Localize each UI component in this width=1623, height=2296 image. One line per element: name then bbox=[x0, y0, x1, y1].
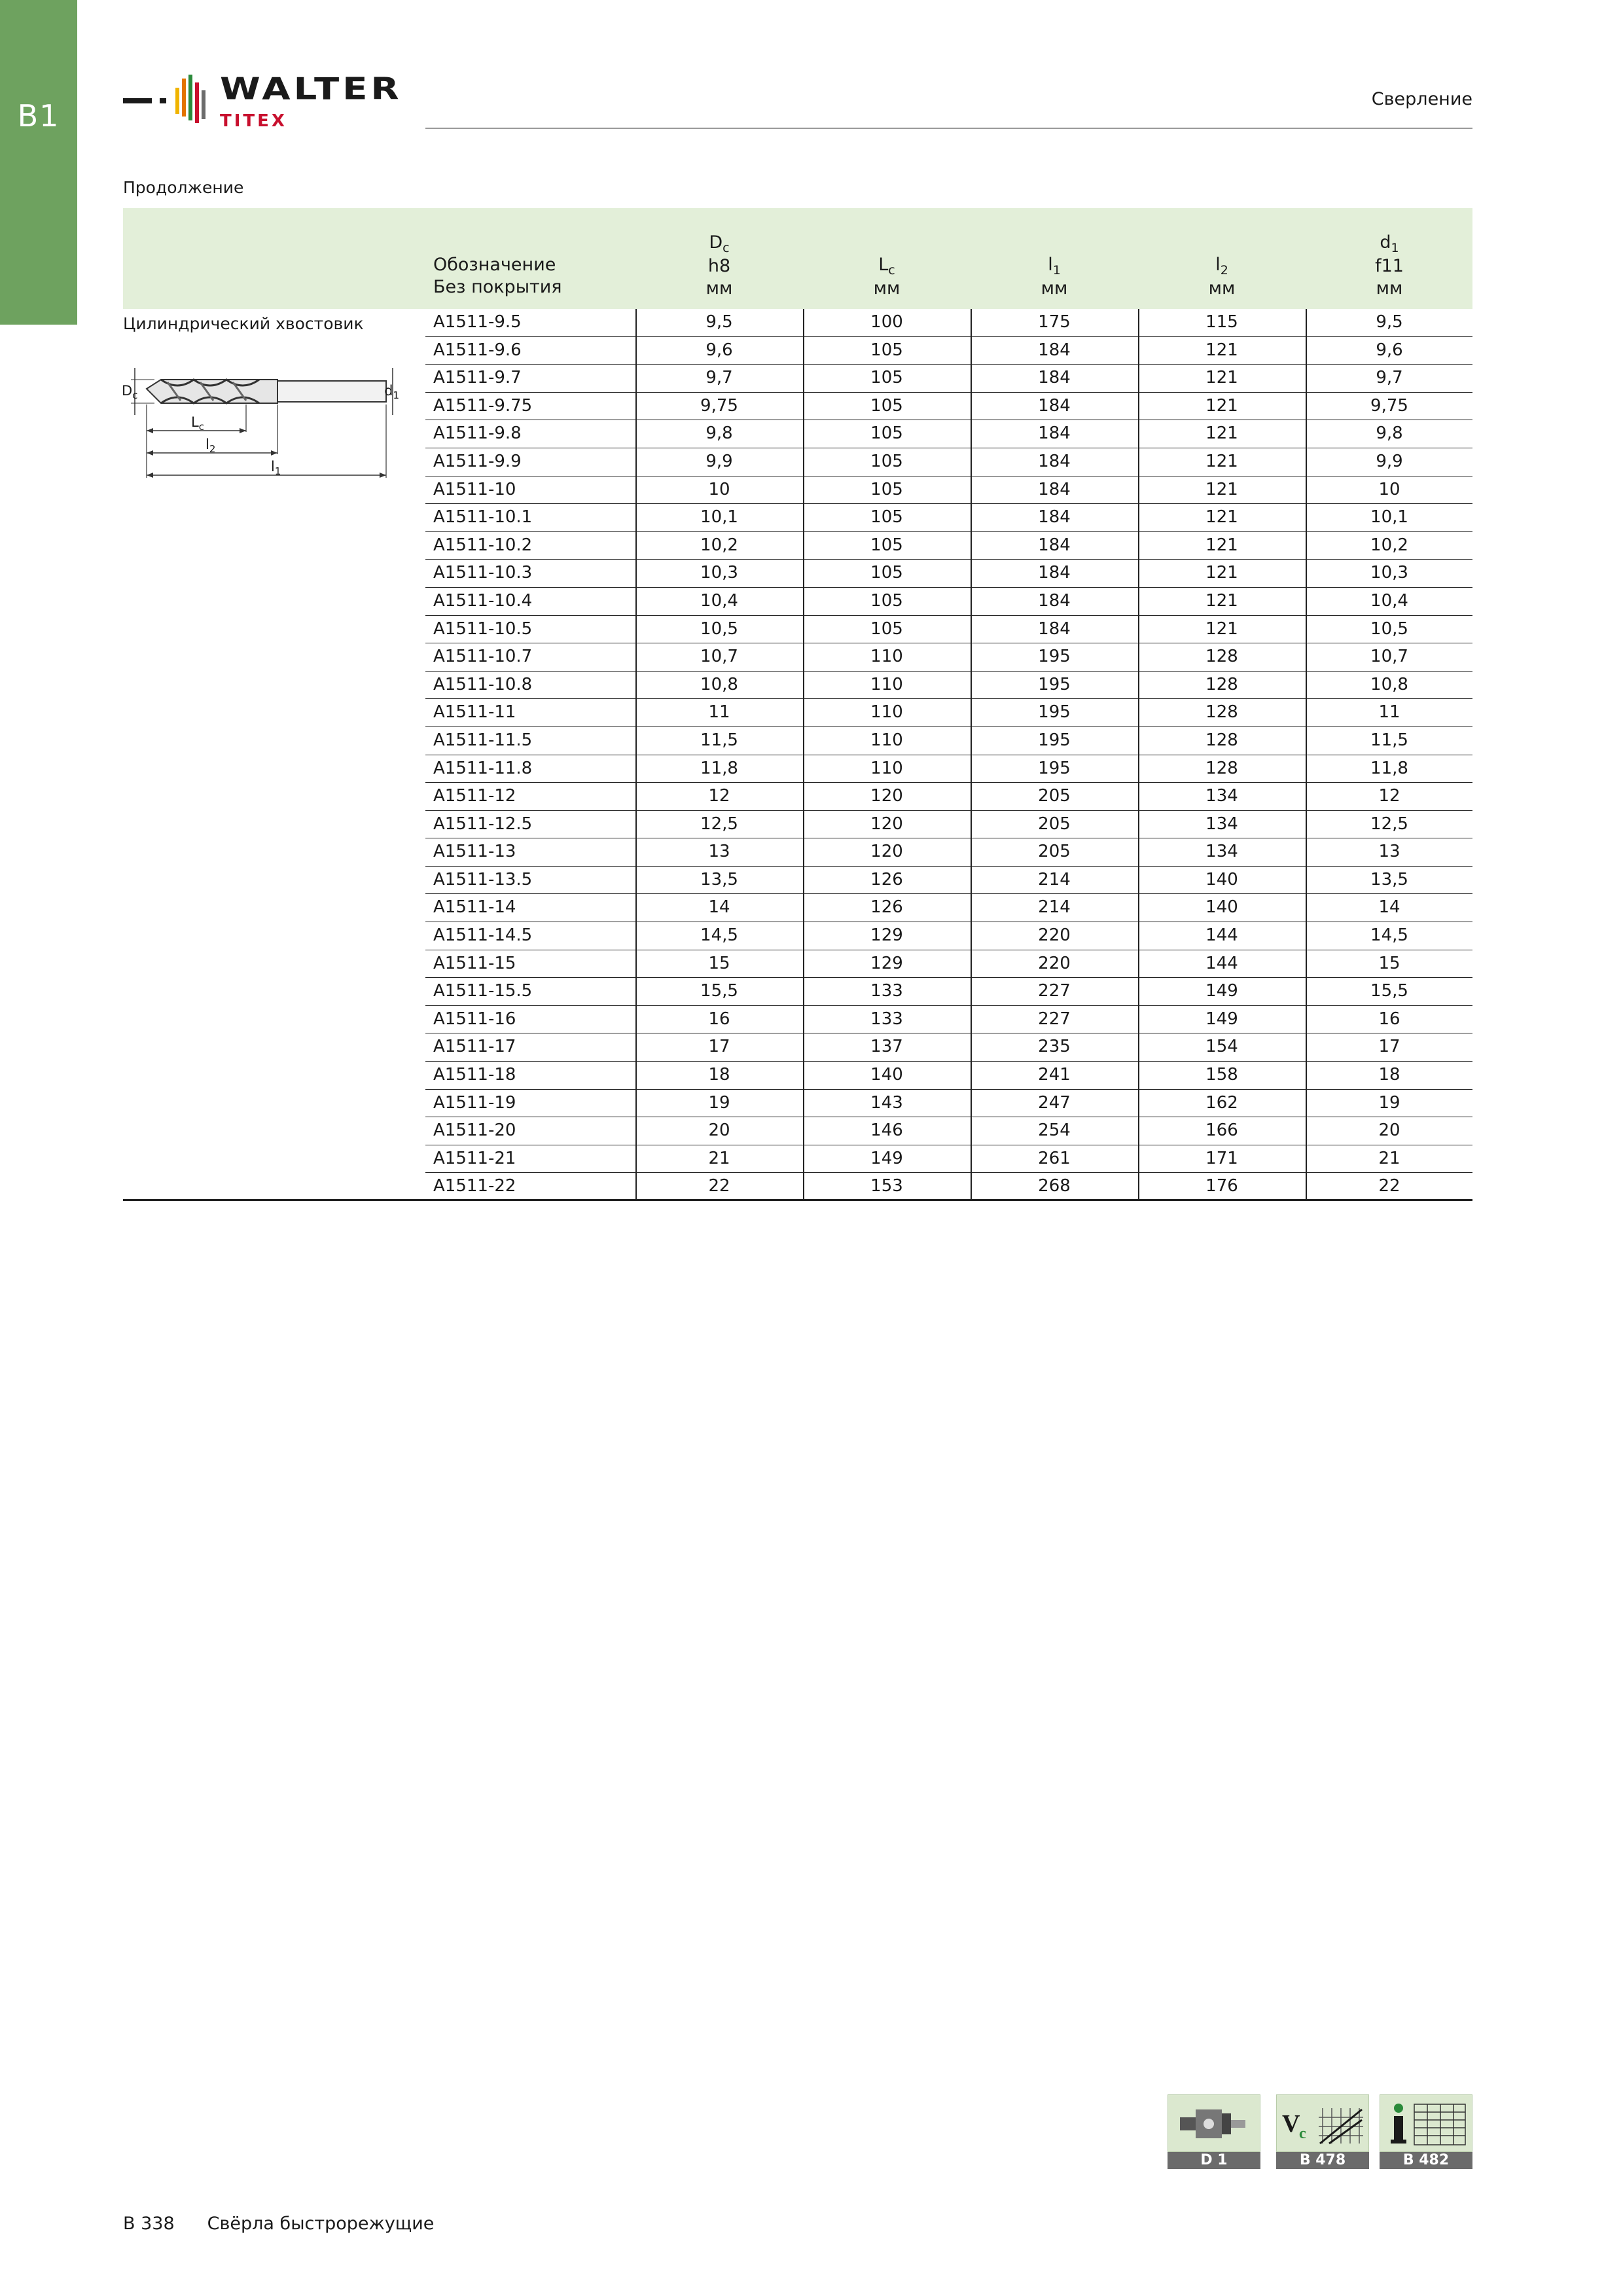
cell-l2: 171 bbox=[1205, 1148, 1238, 1168]
cell-d1: 11,8 bbox=[1370, 758, 1408, 778]
catalog-section: Свёрла быстрорежущие bbox=[207, 2214, 435, 2234]
column-divider bbox=[971, 309, 972, 1200]
cell-lc: 100 bbox=[870, 312, 903, 332]
cell-lc: 133 bbox=[870, 1009, 903, 1029]
cell-lc: 110 bbox=[870, 702, 903, 723]
cell-dc: 10,7 bbox=[700, 647, 738, 667]
cell-dc: 12 bbox=[708, 786, 730, 806]
cell-lc: 120 bbox=[870, 814, 903, 834]
cell-designation: A1511-20 bbox=[433, 1121, 516, 1141]
table-row bbox=[425, 643, 1472, 672]
table-row bbox=[425, 560, 1472, 588]
cell-l1: 195 bbox=[1038, 647, 1071, 667]
chapter-tab-label: B1 bbox=[17, 98, 60, 134]
cell-dc: 15 bbox=[708, 953, 730, 973]
cell-l1: 184 bbox=[1038, 479, 1071, 499]
cell-dc: 9,75 bbox=[700, 395, 738, 416]
cell-d1: 10 bbox=[1378, 479, 1400, 499]
table-row bbox=[425, 337, 1472, 365]
cell-l1: 184 bbox=[1038, 619, 1071, 639]
table-row bbox=[425, 811, 1472, 839]
cell-designation: A1511-12.5 bbox=[433, 814, 533, 834]
cell-lc: 105 bbox=[870, 507, 903, 528]
cell-d1: 10,7 bbox=[1370, 647, 1408, 667]
cell-designation: A1511-16 bbox=[433, 1009, 516, 1029]
table-row bbox=[425, 783, 1472, 811]
col-head-l1: $l_1$ мм bbox=[1041, 255, 1068, 298]
col-head-d1: $d_1$ f11 мм bbox=[1375, 232, 1404, 298]
cell-l1: 247 bbox=[1038, 1092, 1071, 1113]
cell-l1: 235 bbox=[1038, 1037, 1071, 1057]
table-row bbox=[425, 309, 1472, 337]
page-number: B 338 bbox=[123, 2214, 175, 2234]
cell-lc: 105 bbox=[870, 340, 903, 360]
cell-lc: 105 bbox=[870, 451, 903, 471]
ref-d1-button[interactable]: D 1 bbox=[1168, 2094, 1260, 2169]
cell-d1: 10,3 bbox=[1370, 563, 1408, 583]
cell-dc: 13 bbox=[708, 842, 730, 862]
cell-l2: 121 bbox=[1205, 590, 1238, 611]
cell-designation: A1511-9.6 bbox=[433, 340, 522, 360]
cell-designation: A1511-22 bbox=[433, 1176, 516, 1196]
cell-l2: 149 bbox=[1205, 1009, 1238, 1029]
dim-l1-label: $l_1$ bbox=[271, 459, 281, 477]
cell-lc: 105 bbox=[870, 619, 903, 639]
cell-l2: 121 bbox=[1205, 619, 1238, 639]
cell-designation: A1511-14 bbox=[433, 897, 516, 918]
cell-dc: 12,5 bbox=[700, 814, 738, 834]
column-divider bbox=[803, 309, 804, 1200]
cell-lc: 129 bbox=[870, 925, 903, 946]
cell-designation: A1511-11.5 bbox=[433, 730, 533, 750]
table-row bbox=[425, 1173, 1472, 1201]
cell-dc: 9,9 bbox=[705, 451, 733, 471]
table-row bbox=[425, 420, 1472, 448]
cell-d1: 9,75 bbox=[1370, 395, 1408, 416]
svg-text:c: c bbox=[1299, 2125, 1306, 2142]
cell-l2: 154 bbox=[1205, 1037, 1238, 1057]
cell-designation: A1511-13.5 bbox=[433, 869, 533, 889]
cell-designation: A1511-17 bbox=[433, 1037, 516, 1057]
cell-designation: A1511-9.75 bbox=[433, 395, 533, 416]
table-row bbox=[425, 1006, 1472, 1034]
col-head-designation: Обозначение Без покрытия bbox=[433, 255, 562, 297]
cell-l1: 220 bbox=[1038, 953, 1071, 973]
cell-lc: 105 bbox=[870, 479, 903, 499]
cell-d1: 21 bbox=[1378, 1148, 1400, 1168]
cell-d1: 14 bbox=[1378, 897, 1400, 918]
cell-lc: 110 bbox=[870, 758, 903, 778]
cell-designation: A1511-11.8 bbox=[433, 758, 533, 778]
cell-l1: 195 bbox=[1038, 758, 1071, 778]
cell-d1: 10,5 bbox=[1370, 619, 1408, 639]
cell-l2: 121 bbox=[1205, 395, 1238, 416]
cell-l1: 195 bbox=[1038, 674, 1071, 694]
cell-l1: 195 bbox=[1038, 730, 1071, 750]
cell-designation: A1511-19 bbox=[433, 1092, 516, 1113]
cell-designation: A1511-10.8 bbox=[433, 674, 533, 694]
cell-dc: 17 bbox=[708, 1037, 730, 1057]
cell-lc: 140 bbox=[870, 1065, 903, 1085]
info-table-icon bbox=[1380, 2094, 1472, 2152]
cell-designation: A1511-14.5 bbox=[433, 925, 533, 946]
table-bottom-rule bbox=[123, 1199, 1472, 1201]
cell-dc: 10,2 bbox=[700, 535, 738, 555]
cell-dc: 9,7 bbox=[705, 368, 733, 388]
cell-d1: 10,4 bbox=[1370, 590, 1408, 611]
table-row bbox=[425, 588, 1472, 616]
ref-b482-button[interactable]: B 482 bbox=[1380, 2094, 1472, 2169]
cell-dc: 15,5 bbox=[700, 981, 738, 1001]
cell-lc: 105 bbox=[870, 590, 903, 611]
table-row bbox=[425, 1062, 1472, 1090]
cell-designation: A1511-10 bbox=[433, 479, 516, 499]
cell-lc: 105 bbox=[870, 535, 903, 555]
cell-d1: 13,5 bbox=[1370, 869, 1408, 889]
table-row bbox=[425, 978, 1472, 1006]
cell-dc: 16 bbox=[708, 1009, 730, 1029]
column-divider bbox=[1306, 309, 1307, 1200]
cell-lc: 146 bbox=[870, 1121, 903, 1141]
cell-l1: 214 bbox=[1038, 897, 1071, 918]
col-head-lc: $L_c$ мм bbox=[873, 255, 901, 298]
table-row bbox=[425, 867, 1472, 895]
cell-l1: 195 bbox=[1038, 702, 1071, 723]
cell-l2: 144 bbox=[1205, 925, 1238, 946]
cell-dc: 21 bbox=[708, 1148, 730, 1168]
cutting-speed-icon bbox=[1276, 2094, 1369, 2152]
cell-dc: 18 bbox=[708, 1065, 730, 1085]
cell-lc: 110 bbox=[870, 674, 903, 694]
cell-d1: 11,5 bbox=[1370, 730, 1408, 750]
cell-l1: 175 bbox=[1038, 312, 1071, 332]
dim-lc-label: $L_c$ bbox=[191, 414, 204, 433]
table-row bbox=[425, 365, 1472, 393]
cell-l2: 128 bbox=[1205, 702, 1238, 723]
cell-d1: 14,5 bbox=[1370, 925, 1408, 946]
cell-l2: 128 bbox=[1205, 758, 1238, 778]
cell-dc: 9,6 bbox=[705, 340, 733, 360]
table-row bbox=[425, 755, 1472, 783]
cell-l2: 128 bbox=[1205, 730, 1238, 750]
col-head-dc: $D_c$ h8 мм bbox=[705, 232, 733, 298]
cell-designation: A1511-10.7 bbox=[433, 647, 533, 667]
cell-l2: 121 bbox=[1205, 507, 1238, 528]
table-row bbox=[425, 699, 1472, 727]
cell-l2: 121 bbox=[1205, 451, 1238, 471]
table-row bbox=[425, 838, 1472, 867]
logo-brand: WALTER bbox=[220, 71, 402, 107]
cell-l1: 227 bbox=[1038, 981, 1071, 1001]
cell-designation: A1511-10.2 bbox=[433, 535, 533, 555]
cell-d1: 12,5 bbox=[1370, 814, 1408, 834]
cell-l2: 158 bbox=[1205, 1065, 1238, 1085]
table-row bbox=[425, 727, 1472, 755]
cell-l1: 184 bbox=[1038, 590, 1071, 611]
cell-l1: 205 bbox=[1038, 842, 1071, 862]
cell-dc: 19 bbox=[708, 1092, 730, 1113]
cell-dc: 10,1 bbox=[700, 507, 738, 528]
cell-l2: 140 bbox=[1205, 897, 1238, 918]
table-row bbox=[425, 950, 1472, 978]
table-row bbox=[425, 393, 1472, 421]
cell-designation: A1511-10.5 bbox=[433, 619, 533, 639]
cell-designation: A1511-18 bbox=[433, 1065, 516, 1085]
cell-designation: A1511-9.7 bbox=[433, 368, 522, 388]
cell-designation: A1511-13 bbox=[433, 842, 516, 862]
table-row bbox=[425, 476, 1472, 505]
cell-l1: 205 bbox=[1038, 814, 1071, 834]
cell-lc: 120 bbox=[870, 786, 903, 806]
cell-dc: 11 bbox=[708, 702, 730, 723]
cell-designation: A1511-12 bbox=[433, 786, 516, 806]
logo-sub: TITEX bbox=[220, 111, 287, 131]
cell-dc: 14 bbox=[708, 897, 730, 918]
cell-lc: 129 bbox=[870, 953, 903, 973]
cell-l1: 205 bbox=[1038, 786, 1071, 806]
cell-d1: 16 bbox=[1378, 1009, 1400, 1029]
ref-b478-button[interactable]: V c B 478 bbox=[1276, 2094, 1369, 2169]
table-row bbox=[425, 1117, 1472, 1145]
table-row bbox=[425, 532, 1472, 560]
cell-dc: 11,8 bbox=[700, 758, 738, 778]
column-divider bbox=[635, 309, 637, 1200]
cell-l2: 149 bbox=[1205, 981, 1238, 1001]
cell-lc: 153 bbox=[870, 1176, 903, 1196]
cell-lc: 110 bbox=[870, 730, 903, 750]
toolholder-icon bbox=[1168, 2094, 1260, 2152]
cell-designation: A1511-9.5 bbox=[433, 312, 522, 332]
dim-l2-label: $l_2$ bbox=[205, 437, 216, 455]
cell-l2: 144 bbox=[1205, 953, 1238, 973]
cell-l1: 261 bbox=[1038, 1148, 1071, 1168]
cell-lc: 105 bbox=[870, 563, 903, 583]
cell-l2: 140 bbox=[1205, 869, 1238, 889]
table-row bbox=[425, 1145, 1472, 1174]
logo-mark-icon bbox=[123, 62, 221, 134]
cell-designation: A1511-11 bbox=[433, 702, 516, 723]
cell-lc: 133 bbox=[870, 981, 903, 1001]
table-row bbox=[425, 922, 1472, 950]
cell-dc: 9,8 bbox=[705, 423, 733, 444]
cell-l1: 184 bbox=[1038, 395, 1071, 416]
walter-titex-logo bbox=[123, 62, 402, 134]
cell-d1: 10,2 bbox=[1370, 535, 1408, 555]
cell-lc: 126 bbox=[870, 897, 903, 918]
header-divider bbox=[425, 128, 1472, 129]
cell-d1: 13 bbox=[1378, 842, 1400, 862]
cell-l2: 121 bbox=[1205, 368, 1238, 388]
cell-dc: 22 bbox=[708, 1176, 730, 1196]
cell-d1: 11 bbox=[1378, 702, 1400, 723]
cell-d1: 9,6 bbox=[1376, 340, 1403, 360]
cell-designation: A1511-9.8 bbox=[433, 423, 522, 444]
cell-d1: 22 bbox=[1378, 1176, 1400, 1196]
cell-designation: A1511-15 bbox=[433, 953, 516, 973]
cell-d1: 9,9 bbox=[1376, 451, 1403, 471]
svg-text:V: V bbox=[1282, 2110, 1300, 2138]
cell-l2: 176 bbox=[1205, 1176, 1238, 1196]
cell-d1: 9,7 bbox=[1376, 368, 1403, 388]
cell-dc: 9,5 bbox=[705, 312, 733, 332]
cell-lc: 105 bbox=[870, 368, 903, 388]
cell-lc: 126 bbox=[870, 869, 903, 889]
cell-dc: 10 bbox=[708, 479, 730, 499]
cell-d1: 19 bbox=[1378, 1092, 1400, 1113]
cell-designation: A1511-10.1 bbox=[433, 507, 533, 528]
dim-dc-label: $D_c$ bbox=[122, 383, 138, 401]
drill-diagram-icon bbox=[115, 359, 403, 483]
cell-designation: A1511-10.4 bbox=[433, 590, 533, 611]
cell-dc: 20 bbox=[708, 1121, 730, 1141]
cell-d1: 12 bbox=[1378, 786, 1400, 806]
cell-l1: 214 bbox=[1038, 869, 1071, 889]
product-table bbox=[425, 309, 1472, 1201]
cell-l1: 241 bbox=[1038, 1065, 1071, 1085]
cell-designation: A1511-9.9 bbox=[433, 451, 522, 471]
cell-lc: 105 bbox=[870, 423, 903, 444]
table-row bbox=[425, 894, 1472, 922]
cell-l2: 121 bbox=[1205, 535, 1238, 555]
col-head-l2: $l_2$ мм bbox=[1208, 255, 1236, 298]
cell-d1: 20 bbox=[1378, 1121, 1400, 1141]
cell-l1: 184 bbox=[1038, 340, 1071, 360]
cell-l2: 115 bbox=[1205, 312, 1238, 332]
cell-lc: 110 bbox=[870, 647, 903, 667]
cell-l1: 184 bbox=[1038, 368, 1071, 388]
cell-designation: A1511-15.5 bbox=[433, 981, 533, 1001]
cell-l1: 184 bbox=[1038, 451, 1071, 471]
cell-l2: 128 bbox=[1205, 674, 1238, 694]
cell-l2: 128 bbox=[1205, 647, 1238, 667]
cell-dc: 10,8 bbox=[700, 674, 738, 694]
cell-l1: 184 bbox=[1038, 423, 1071, 444]
cell-l2: 121 bbox=[1205, 479, 1238, 499]
cell-l2: 121 bbox=[1205, 340, 1238, 360]
cell-l2: 134 bbox=[1205, 786, 1238, 806]
shank-type-label: Цилиндрический хвостовик bbox=[123, 314, 364, 333]
cell-l1: 184 bbox=[1038, 535, 1071, 555]
cell-l2: 121 bbox=[1205, 563, 1238, 583]
cell-l1: 254 bbox=[1038, 1121, 1071, 1141]
table-row bbox=[425, 1090, 1472, 1118]
cell-lc: 149 bbox=[870, 1148, 903, 1168]
cell-d1: 17 bbox=[1378, 1037, 1400, 1057]
table-row bbox=[425, 672, 1472, 700]
cell-l2: 134 bbox=[1205, 814, 1238, 834]
cell-dc: 10,5 bbox=[700, 619, 738, 639]
cell-lc: 105 bbox=[870, 395, 903, 416]
cell-d1: 9,8 bbox=[1376, 423, 1403, 444]
cell-lc: 120 bbox=[870, 842, 903, 862]
cell-designation: A1511-21 bbox=[433, 1148, 516, 1168]
cell-dc: 13,5 bbox=[700, 869, 738, 889]
cell-d1: 15 bbox=[1378, 953, 1400, 973]
column-divider bbox=[1138, 309, 1139, 1200]
table-row bbox=[425, 504, 1472, 532]
cell-l1: 220 bbox=[1038, 925, 1071, 946]
cell-dc: 14,5 bbox=[700, 925, 738, 946]
chapter-tab bbox=[0, 0, 77, 325]
cell-lc: 143 bbox=[870, 1092, 903, 1113]
cell-d1: 15,5 bbox=[1370, 981, 1408, 1001]
cell-dc: 10,4 bbox=[700, 590, 738, 611]
cell-l2: 134 bbox=[1205, 842, 1238, 862]
cell-l2: 166 bbox=[1205, 1121, 1238, 1141]
page-footer bbox=[123, 2214, 434, 2234]
cell-d1: 18 bbox=[1378, 1065, 1400, 1085]
cell-l2: 162 bbox=[1205, 1092, 1238, 1113]
cell-dc: 10,3 bbox=[700, 563, 738, 583]
cell-l1: 184 bbox=[1038, 507, 1071, 528]
cell-l1: 227 bbox=[1038, 1009, 1071, 1029]
cell-dc: 11,5 bbox=[700, 730, 738, 750]
table-row bbox=[425, 448, 1472, 476]
cell-lc: 137 bbox=[870, 1037, 903, 1057]
table-row bbox=[425, 616, 1472, 644]
cell-d1: 10,8 bbox=[1370, 674, 1408, 694]
cell-d1: 9,5 bbox=[1376, 312, 1403, 332]
cell-l2: 121 bbox=[1205, 423, 1238, 444]
cell-designation: A1511-10.3 bbox=[433, 563, 533, 583]
cell-l1: 268 bbox=[1038, 1176, 1071, 1196]
table-row bbox=[425, 1033, 1472, 1062]
continuation-note: Продолжение bbox=[123, 178, 244, 197]
section-title: Сверление bbox=[1371, 89, 1472, 109]
cell-l1: 184 bbox=[1038, 563, 1071, 583]
cell-d1: 10,1 bbox=[1370, 507, 1408, 528]
dim-d1-label: $d_1$ bbox=[384, 383, 399, 401]
